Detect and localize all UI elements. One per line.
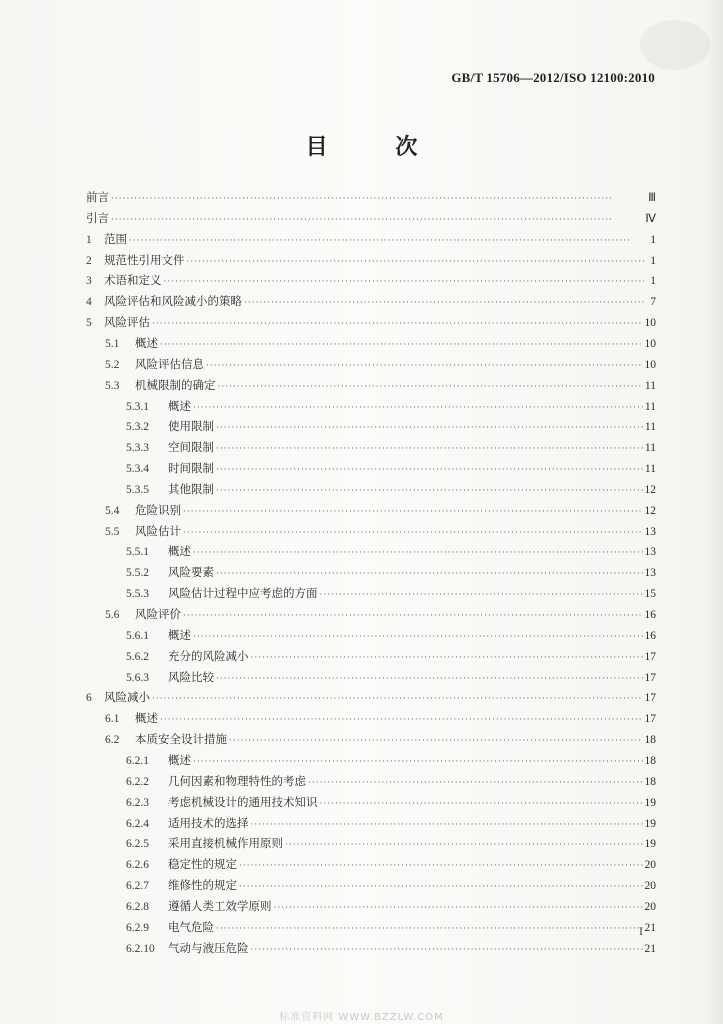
toc-entry-heading bbox=[126, 794, 318, 811]
standard-number: GB/T 15706—2012/ISO 12100:2010 bbox=[451, 70, 655, 85]
toc-entry-page: 1 bbox=[650, 275, 656, 288]
toc-entry-page: 20 bbox=[644, 900, 656, 913]
toc-leader-dots bbox=[193, 545, 643, 561]
toc-entry-label: 概述 bbox=[135, 335, 158, 350]
toc-entry-label: 其他限制 bbox=[168, 481, 214, 496]
toc-entry-number: 6.2.5 bbox=[126, 838, 149, 851]
toc-leader-dots bbox=[218, 379, 643, 395]
toc-entry-number: 5.6.1 bbox=[126, 629, 149, 642]
toc-leader-dots bbox=[216, 441, 643, 457]
toc-entry-page: 12 bbox=[644, 483, 656, 496]
toc-entry-page: 18 bbox=[644, 775, 656, 788]
toc-entry[interactable] bbox=[86, 293, 656, 309]
toc-entry-label: 范围 bbox=[104, 231, 127, 246]
toc-entry[interactable] bbox=[126, 460, 656, 476]
toc-leader-dots bbox=[183, 525, 643, 541]
toc-entry[interactable] bbox=[105, 523, 656, 539]
toc-entry-label: 风险评估和风险减小的策略 bbox=[104, 294, 242, 309]
scan-smudge bbox=[640, 20, 710, 70]
toc-entry-heading bbox=[105, 356, 204, 373]
toc-entry-label: 概述 bbox=[168, 627, 191, 642]
toc-entry[interactable] bbox=[126, 815, 656, 831]
toc-entry-page: 1 bbox=[650, 233, 656, 246]
toc-entry-page: 12 bbox=[644, 504, 656, 517]
toc-entry-heading bbox=[105, 377, 216, 394]
toc-entry[interactable] bbox=[86, 210, 656, 226]
toc-leader-dots bbox=[111, 212, 643, 228]
toc-entry-label: 风险减小 bbox=[104, 690, 150, 705]
toc-entry-page: 11 bbox=[644, 421, 656, 434]
toc-entry-number: 5.3.4 bbox=[126, 463, 149, 476]
toc-entry[interactable] bbox=[86, 272, 656, 288]
toc-leader-dots bbox=[216, 420, 643, 436]
toc-entry[interactable] bbox=[126, 481, 656, 497]
toc-entry-heading bbox=[126, 835, 283, 852]
toc-entry-heading bbox=[105, 606, 181, 623]
toc-entry-number: 6.2.8 bbox=[126, 900, 149, 913]
toc-entry-heading bbox=[105, 335, 158, 352]
toc-entry-heading bbox=[126, 940, 249, 957]
toc-entry-heading bbox=[86, 189, 109, 205]
toc-entry-page: 13 bbox=[644, 546, 656, 559]
toc-entry-page: 18 bbox=[644, 734, 656, 747]
toc-leader-dots bbox=[308, 775, 643, 791]
toc-entry[interactable] bbox=[105, 502, 656, 518]
toc-entry-page: 17 bbox=[644, 650, 656, 663]
toc-entry-heading bbox=[126, 919, 214, 936]
toc-entry-number: 2 bbox=[86, 254, 92, 267]
toc-leader-dots bbox=[239, 879, 643, 895]
toc-entry-page: 13 bbox=[644, 525, 656, 538]
toc-entry-heading bbox=[86, 293, 242, 310]
toc-entry-label: 本质安全设计措施 bbox=[135, 732, 227, 747]
toc-entry-label: 概述 bbox=[168, 398, 191, 413]
toc-entry-number: 5.5.2 bbox=[126, 567, 149, 580]
toc-entry-number: 3 bbox=[86, 275, 92, 288]
toc-entry[interactable] bbox=[126, 627, 656, 643]
toc-entry-heading bbox=[86, 314, 150, 331]
toc-entry-number: 5.4 bbox=[105, 504, 120, 517]
toc-entry-page: 7 bbox=[650, 296, 656, 309]
toc-entry-page: 11 bbox=[644, 379, 656, 392]
toc-entry-page: Ⅳ bbox=[645, 212, 656, 225]
toc-entry-label: 规范性引用文件 bbox=[104, 252, 185, 267]
toc-entry[interactable] bbox=[126, 919, 656, 935]
toc-leader-dots bbox=[152, 691, 643, 707]
toc-leader-dots bbox=[216, 462, 643, 478]
toc-entry-label: 机械限制的确定 bbox=[135, 377, 216, 392]
toc-entry-label: 时间限制 bbox=[168, 461, 214, 476]
toc-leader-dots bbox=[160, 337, 643, 353]
toc-entry-page: 21 bbox=[644, 942, 656, 955]
toc-entry-number: 6.2.10 bbox=[126, 942, 155, 955]
toc-entry-number: 4 bbox=[86, 296, 92, 309]
toc-entry-label: 引言 bbox=[86, 210, 109, 225]
toc-leader-dots bbox=[229, 733, 643, 749]
toc-leader-dots bbox=[152, 316, 643, 332]
toc-entry[interactable] bbox=[86, 231, 656, 247]
toc-leader-dots bbox=[111, 191, 644, 207]
toc-entry-label: 采用直接机械作用原则 bbox=[168, 836, 283, 851]
toc-entry-label: 稳定性的规定 bbox=[168, 857, 237, 872]
toc-entry-page: 20 bbox=[644, 880, 656, 893]
toc-entry[interactable] bbox=[86, 252, 656, 268]
toc-entry-page: 11 bbox=[644, 463, 656, 476]
toc-entry-heading bbox=[86, 689, 150, 706]
toc-entry-label: 电气危险 bbox=[168, 919, 214, 934]
toc-leader-dots bbox=[239, 858, 643, 874]
toc-entry-number: 6.2 bbox=[105, 734, 120, 747]
toc-entry-label: 概述 bbox=[168, 752, 191, 767]
toc-entry-page: 18 bbox=[644, 754, 656, 767]
toc-entry-heading bbox=[126, 543, 191, 560]
toc-entry-label: 风险比较 bbox=[168, 669, 214, 684]
toc-entry-number: 5.2 bbox=[105, 358, 120, 371]
toc-leader-dots bbox=[193, 754, 643, 770]
toc-leader-dots bbox=[320, 587, 643, 603]
toc-entry-heading bbox=[126, 585, 318, 602]
toc-leader-dots bbox=[129, 233, 644, 249]
toc-entry-heading bbox=[126, 856, 237, 873]
toc-entry-label: 维修性的规定 bbox=[168, 878, 237, 893]
toc-leader-dots bbox=[160, 712, 643, 728]
toc-entry-page: 11 bbox=[644, 442, 656, 455]
toc-entry-label: 风险要素 bbox=[168, 565, 214, 580]
toc-entry-label: 几何因素和物理特性的考虑 bbox=[168, 773, 306, 788]
toc-entry[interactable] bbox=[86, 689, 656, 705]
toc-entry-number: 6.2.3 bbox=[126, 796, 149, 809]
toc-leader-dots bbox=[216, 671, 643, 687]
toc-entry[interactable] bbox=[126, 648, 656, 664]
toc-entry-heading bbox=[126, 648, 249, 665]
toc-entry-heading bbox=[86, 231, 127, 248]
toc-entry-page: 11 bbox=[644, 400, 656, 413]
toc-entry[interactable] bbox=[126, 543, 656, 559]
toc-entry-number: 5.3 bbox=[105, 379, 120, 392]
toc-entry-label: 气动与液压危险 bbox=[168, 940, 249, 955]
toc-entry-page: 17 bbox=[644, 713, 656, 726]
toc-entry-label: 考虑机械设计的通用技术知识 bbox=[168, 794, 318, 809]
toc-leader-dots bbox=[187, 254, 645, 270]
toc-entry-heading bbox=[126, 481, 214, 498]
toc-entry-heading bbox=[126, 773, 306, 790]
toc-entry-page: 17 bbox=[644, 692, 656, 705]
toc-entry-label: 风险评价 bbox=[135, 607, 181, 621]
toc-entry-page: 19 bbox=[644, 796, 656, 809]
toc-entry-label: 遵循人类工效学原则 bbox=[168, 898, 272, 913]
toc-entry-heading bbox=[126, 564, 214, 581]
toc-entry[interactable] bbox=[126, 398, 656, 414]
toc-entry[interactable] bbox=[105, 356, 656, 372]
toc-entry-heading bbox=[126, 439, 214, 456]
toc-entry[interactable] bbox=[105, 606, 656, 622]
toc-leader-dots bbox=[251, 817, 643, 833]
toc-entry-page: Ⅲ bbox=[648, 192, 656, 204]
toc-entry[interactable] bbox=[126, 835, 656, 851]
toc-leader-dots bbox=[251, 942, 643, 958]
toc-entry-number: 5.5 bbox=[105, 525, 120, 538]
toc-entry-number: 5.3.1 bbox=[126, 400, 149, 413]
toc-leader-dots bbox=[216, 921, 643, 937]
toc-leader-dots bbox=[183, 504, 643, 520]
toc-entry-number: 6.2.9 bbox=[126, 921, 149, 934]
toc-entry[interactable] bbox=[105, 335, 656, 351]
toc-entry-label: 空间限制 bbox=[168, 440, 214, 455]
toc-leader-dots bbox=[183, 608, 643, 624]
toc-entry-number: 5.1 bbox=[105, 337, 120, 350]
toc-entry[interactable] bbox=[86, 189, 656, 205]
toc-entry-number: 5.3.5 bbox=[126, 483, 149, 496]
toc-entry-page: 21 bbox=[644, 921, 656, 934]
toc-entry-number: 6.2.1 bbox=[126, 754, 149, 767]
toc-entry[interactable] bbox=[126, 773, 656, 789]
toc-entry-heading bbox=[126, 815, 249, 832]
toc-entry-number: 5.6.3 bbox=[126, 671, 149, 684]
toc-leader-dots bbox=[206, 358, 643, 374]
toc-entry-heading bbox=[105, 502, 181, 519]
page-folio: I bbox=[639, 924, 643, 938]
toc-leader-dots bbox=[274, 900, 643, 916]
toc-entry-number: 5.3.3 bbox=[126, 442, 149, 455]
toc-leader-dots bbox=[164, 274, 645, 290]
toc-entry[interactable] bbox=[86, 314, 656, 330]
toc-entry-page: 10 bbox=[644, 337, 656, 350]
toc-leader-dots bbox=[193, 629, 643, 645]
toc-entry-label: 危险识别 bbox=[135, 502, 181, 517]
toc-entry[interactable] bbox=[126, 439, 656, 455]
toc-entry-number: 6.2.7 bbox=[126, 880, 149, 893]
toc-entry-heading bbox=[126, 460, 214, 477]
toc-entry-heading bbox=[126, 752, 191, 769]
toc-entry-heading bbox=[105, 731, 227, 748]
toc-entry-label: 前言 bbox=[86, 190, 109, 204]
toc-entry-page: 19 bbox=[644, 838, 656, 851]
toc-entry-number: 6 bbox=[86, 692, 92, 705]
toc-entry-label: 概述 bbox=[168, 544, 191, 559]
watermark-text: 标准资料网 WWW.BZZLW.COM bbox=[279, 1012, 444, 1023]
toc-entry-number: 6.2.2 bbox=[126, 775, 149, 788]
toc-entry-page: 17 bbox=[644, 671, 656, 684]
toc-entry-label: 风险估计 bbox=[135, 523, 181, 538]
toc-entry[interactable] bbox=[126, 898, 656, 914]
toc-entry-heading bbox=[126, 627, 191, 644]
toc-entry-page: 16 bbox=[644, 629, 656, 642]
toc-entry-number: 5.6 bbox=[105, 609, 120, 621]
toc-leader-dots bbox=[216, 566, 643, 582]
toc-entry-label: 充分的风险减小 bbox=[168, 648, 249, 663]
toc-entry-page: 16 bbox=[644, 609, 656, 621]
toc-entry-number: 5 bbox=[86, 317, 92, 330]
toc-leader-dots bbox=[216, 483, 643, 499]
page-title: 目 次 bbox=[305, 135, 448, 160]
toc-entry-page: 10 bbox=[644, 317, 656, 330]
toc-leader-dots bbox=[193, 400, 643, 416]
toc-entry-heading bbox=[126, 898, 272, 915]
toc-entry-label: 风险估计过程中应考虑的方面 bbox=[168, 586, 318, 601]
toc-entry-number: 6.1 bbox=[105, 713, 120, 726]
toc-entry-heading bbox=[86, 272, 162, 289]
toc-entry-label: 概述 bbox=[135, 711, 158, 726]
toc-entry-label: 使用限制 bbox=[168, 419, 214, 434]
toc-entry-heading bbox=[126, 418, 214, 435]
toc-entry[interactable] bbox=[126, 856, 656, 872]
toc-entry-page: 20 bbox=[644, 859, 656, 872]
toc-entry-heading bbox=[86, 252, 185, 269]
toc-entry[interactable] bbox=[126, 418, 656, 434]
toc-entry-heading bbox=[105, 710, 158, 727]
toc-entry[interactable] bbox=[126, 585, 656, 601]
toc-entry-label: 风险评估信息 bbox=[135, 356, 204, 371]
toc-entry-page: 13 bbox=[644, 567, 656, 580]
toc-entry-number: 5.5.1 bbox=[126, 546, 149, 559]
toc-leader-dots bbox=[244, 295, 644, 311]
toc-entry[interactable] bbox=[105, 377, 656, 393]
toc-entry-heading bbox=[126, 669, 214, 686]
toc-entry-number: 5.5.3 bbox=[126, 588, 149, 601]
toc-entry-label: 风险评估 bbox=[104, 315, 150, 330]
toc-entry-page: 10 bbox=[644, 358, 656, 371]
toc-entry-label: 适用技术的选择 bbox=[168, 815, 249, 830]
toc-entry-number: 5.3.2 bbox=[126, 421, 149, 434]
toc-entry[interactable] bbox=[105, 731, 656, 747]
toc-entry-number: 6.2.4 bbox=[126, 817, 149, 830]
toc-entry-heading bbox=[105, 523, 181, 540]
toc-entry-heading bbox=[126, 398, 191, 415]
toc-entry-page: 15 bbox=[644, 588, 656, 601]
toc-entry-heading bbox=[86, 210, 109, 226]
toc-leader-dots bbox=[320, 796, 643, 812]
toc-entry[interactable] bbox=[126, 877, 656, 893]
toc-entry[interactable] bbox=[126, 794, 656, 810]
toc-entry[interactable] bbox=[126, 564, 656, 580]
toc-entry-label: 术语和定义 bbox=[104, 273, 162, 288]
toc-entry[interactable] bbox=[126, 940, 656, 956]
toc-entry-page: 19 bbox=[644, 817, 656, 830]
toc-leader-dots bbox=[285, 837, 643, 853]
toc-entry[interactable] bbox=[105, 710, 656, 726]
toc-entry[interactable] bbox=[126, 669, 656, 685]
toc-leader-dots bbox=[251, 650, 643, 666]
toc-entry[interactable] bbox=[126, 752, 656, 768]
toc-entry-number: 1 bbox=[86, 233, 92, 246]
toc-entry-number: 6.2.6 bbox=[126, 859, 149, 872]
toc-entry-number: 5.6.2 bbox=[126, 650, 149, 663]
toc-entry-page: 1 bbox=[650, 254, 656, 267]
toc-entry-heading bbox=[126, 877, 237, 894]
